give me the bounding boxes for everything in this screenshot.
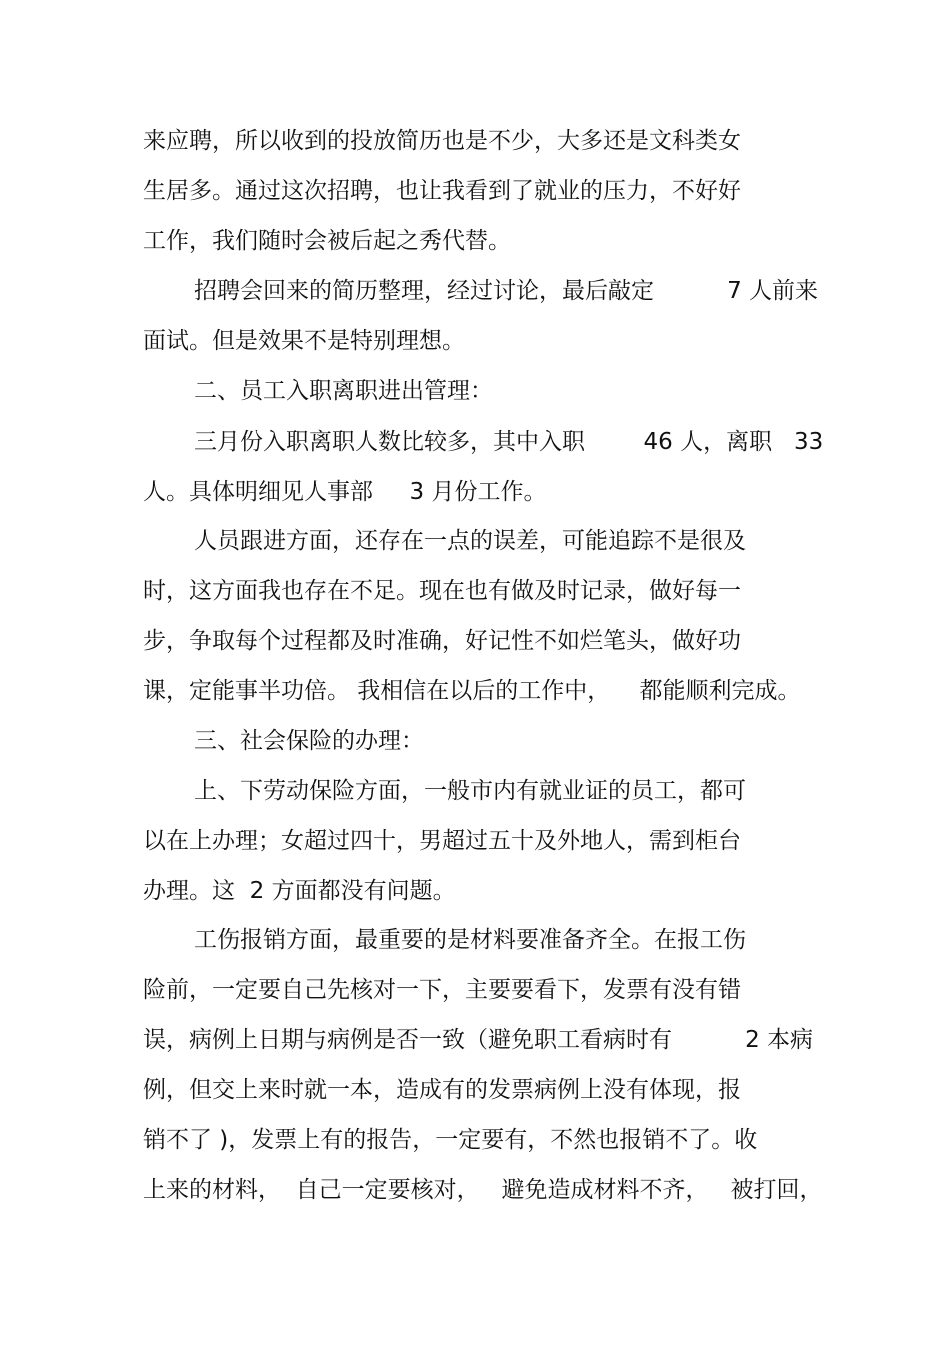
text-line: 工作，我们随时会被后起之秀代替。 (143, 228, 511, 254)
paragraph-first-line: 人员跟进方面，还存在一点的误差，可能追踪不是很及 (194, 528, 746, 554)
text-line: 例，但交上来时就一本，造成有的发票病例上没有体现，报 (143, 1077, 741, 1103)
section-heading-2: 二、员工入职离职进出管理： (194, 378, 493, 404)
text-line: 来应聘，所以收到的投放简历也是不少，大多还是文科类女 (143, 128, 741, 154)
text-line: 销不了 )，发票上有的报告，一定要有，不然也报销不了。收 (143, 1127, 758, 1153)
paragraph-first-line: 招聘会回来的简历整理，经过讨论，最后敲定 7 人前来 (194, 278, 819, 304)
paragraph-first-line: 工伤报销方面，最重要的是材料要准备齐全。在报工伤 (194, 927, 746, 953)
text-line: 办理。这 2 方面都没有问题。 (143, 878, 456, 904)
text-line: 生居多。通过这次招聘，也让我看到了就业的压力，不好好 (143, 178, 741, 204)
text-line: 步，争取每个过程都及时准确，好记性不如烂笔头，做好功 (143, 628, 741, 654)
paragraph-first-line: 三月份入职离职人数比较多，其中入职 46 人，离职 33 (194, 429, 824, 455)
paragraph-first-line: 上、下劳动保险方面，一般市内有就业证的员工，都可 (194, 778, 746, 804)
section-heading-3: 三、社会保险的办理： (194, 728, 424, 754)
text-line: 险前，一定要自己先核对一下，主要要看下，发票有没有错 (143, 977, 741, 1003)
text-line: 面试。但是效果不是特别理想。 (143, 328, 465, 354)
text-line: 以在上办理；女超过四十，男超过五十及外地人，需到柜台 (143, 828, 741, 854)
text-line: 人。具体明细见人事部 3 月份工作。 (143, 479, 547, 505)
text-line: 误，病例上日期与病例是否一致（避免职工看病时有 2 本病 (143, 1027, 814, 1053)
text-line: 课，定能事半功倍。 我相信在以后的工作中， 都能顺利完成。 (143, 678, 801, 704)
text-line: 上来的材料， 自己一定要核对， 避免造成材料不齐， 被打回， (143, 1177, 823, 1203)
text-line: 时，这方面我也存在不足。现在也有做及时记录，做好每一 (143, 578, 741, 604)
